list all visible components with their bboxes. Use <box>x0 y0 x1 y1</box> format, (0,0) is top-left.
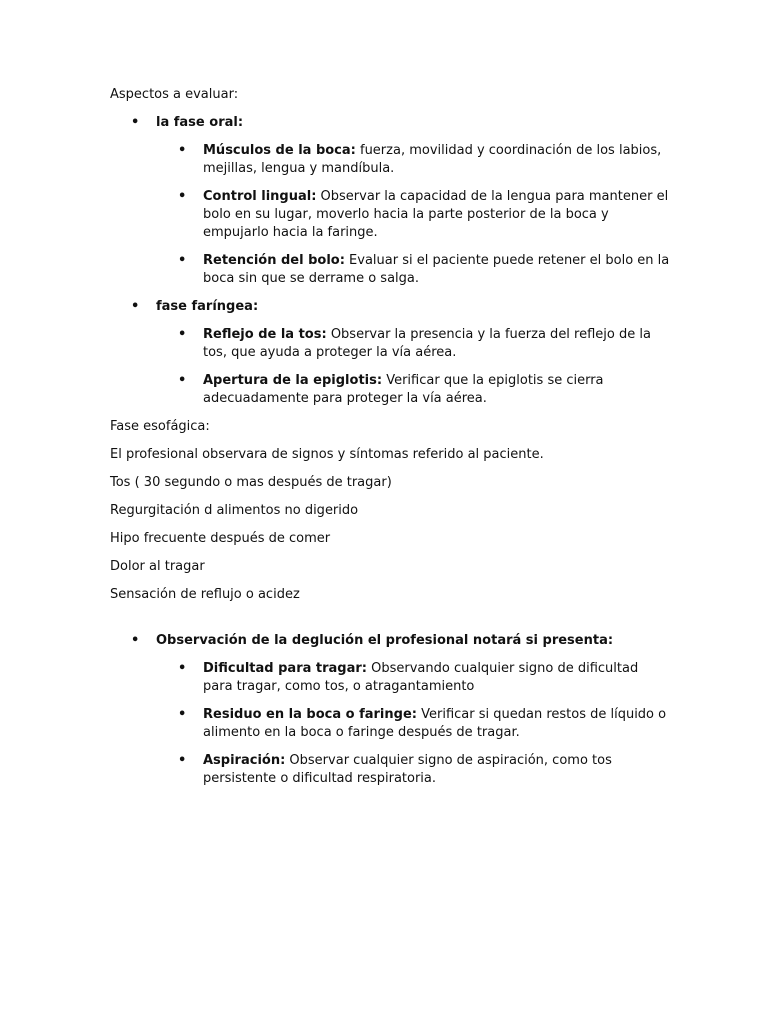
list-item <box>110 660 670 696</box>
blank-line <box>110 614 670 632</box>
list-item <box>110 326 670 362</box>
bullet-icon: • <box>178 189 187 204</box>
bullet-icon: • <box>131 299 140 314</box>
intro-heading: Aspectos a evaluar: <box>110 87 239 102</box>
item-text: Observar la capacidad de la lengua para mantener el bolo en su lugar, moverlo hacia la parte posterior de la boca y empujarlo hacia la faringe. <box>203 189 669 240</box>
paragraph-line: Sensación de reflujo o acidez <box>110 587 300 602</box>
section-title: Observación de la deglución el profesional notará si presenta: <box>156 633 614 648</box>
paragraph-line: El profesional observara de signos y síntomas referido al paciente. <box>110 447 544 462</box>
bullet-icon: • <box>178 253 187 268</box>
item-term: Residuo en la boca o faringe: <box>203 707 417 722</box>
section-faringea <box>110 298 670 316</box>
list-item <box>110 142 670 178</box>
paragraph-line: Hipo frecuente después de comer <box>110 531 331 546</box>
section-oral <box>110 114 670 132</box>
bullet-icon: • <box>178 327 187 342</box>
item-text: Observar cualquier signo de aspiración, como tos persistente o dificultad respiratoria. <box>203 753 612 786</box>
item-term: Músculos de la boca: <box>203 143 356 158</box>
list-item <box>110 706 670 742</box>
item-term: Dificultad para tragar: <box>203 661 367 676</box>
section-title: fase faríngea: <box>156 299 259 314</box>
bullet-icon: • <box>178 707 187 722</box>
bullet-icon: • <box>178 661 187 676</box>
item-text: Observar la presencia y la fuerza del reflejo de la tos, que ayuda a proteger la vía aérea. <box>203 327 651 360</box>
list-item <box>110 188 670 242</box>
item-term: Aspiración: <box>203 753 286 768</box>
bullet-icon: • <box>178 373 187 388</box>
list-item <box>110 752 670 788</box>
bullet-icon: • <box>131 633 140 648</box>
item-text: Verificar si quedan restos de líquido o alimento en la boca o faringe después de tragar. <box>203 707 667 740</box>
item-text: Observando cualquier signo de dificultad para tragar, como tos, o atragantamiento <box>203 661 639 694</box>
item-term: Apertura de la epiglotis: <box>203 373 383 388</box>
bullet-icon: • <box>131 115 140 130</box>
list-item <box>110 372 670 408</box>
paragraph-line: Tos ( 30 segundo o mas después de tragar) <box>110 475 392 490</box>
section-deglucion <box>110 632 670 650</box>
item-text: Evaluar si el paciente puede retener el bolo en la boca sin que se derrame o salga. <box>203 253 670 286</box>
paragraph-line: Dolor al tragar <box>110 559 205 574</box>
list-item <box>110 252 670 288</box>
item-term: Reflejo de la tos: <box>203 327 327 342</box>
section-esofagica-title: Fase esofágica: <box>110 419 210 434</box>
item-text: Verificar que la epiglotis se cierra adecuadamente para proteger la vía aérea. <box>203 373 604 406</box>
item-text: fuerza, movilidad y coordinación de los labios, mejillas, lengua y mandíbula. <box>203 143 662 176</box>
item-term: Control lingual: <box>203 189 317 204</box>
item-term: Retención del bolo: <box>203 253 345 268</box>
bullet-icon: • <box>178 753 187 768</box>
paragraph-line: Regurgitación d alimentos no digerido <box>110 503 359 518</box>
section-title: la fase oral: <box>156 115 244 130</box>
bullet-icon: • <box>178 143 187 158</box>
document-page <box>110 86 670 798</box>
